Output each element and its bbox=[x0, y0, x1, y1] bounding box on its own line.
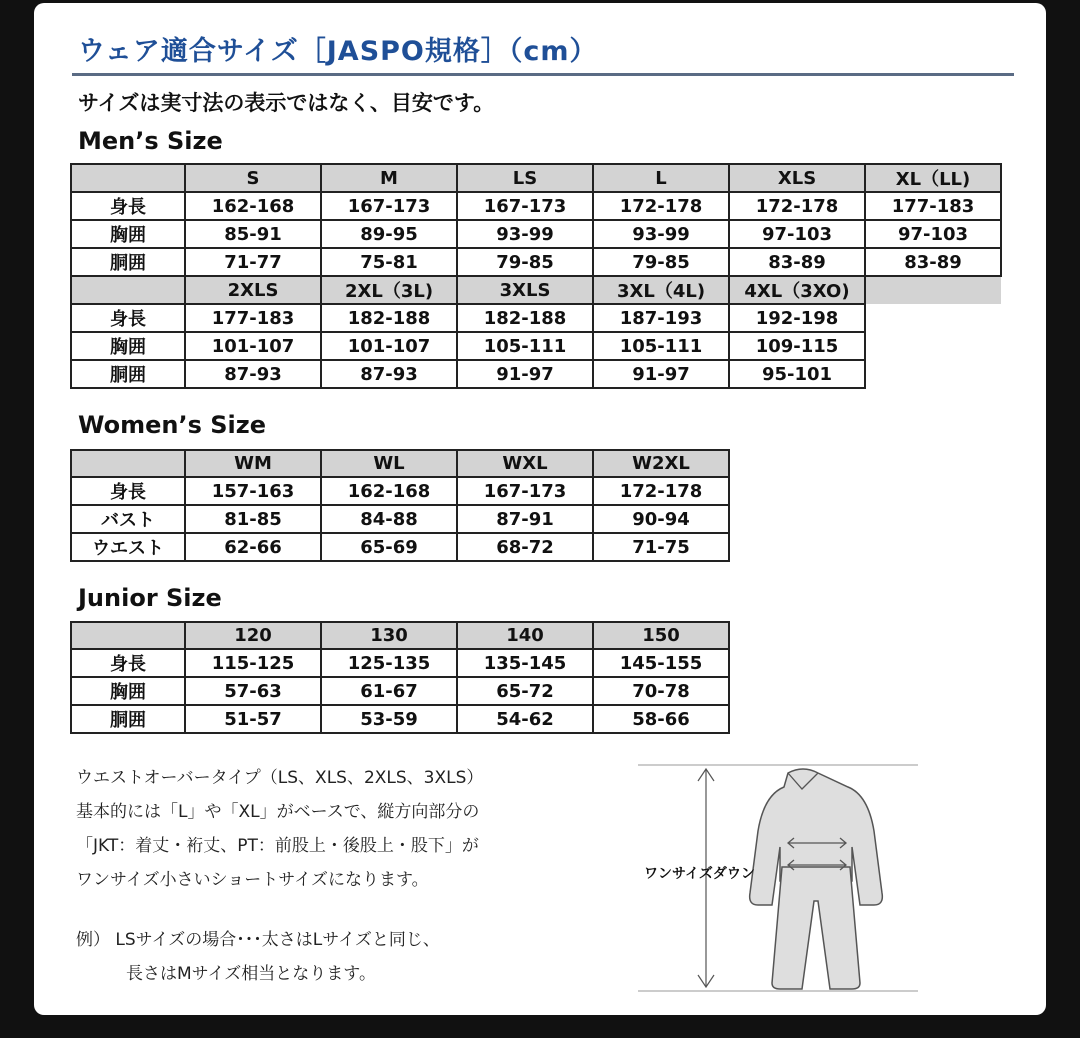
womens-size-table bbox=[70, 449, 730, 562]
row-label: 胴囲 bbox=[71, 248, 185, 276]
header-corner-cell bbox=[71, 276, 185, 304]
table-cell: 61-67 bbox=[321, 677, 457, 705]
table-cell: 172-178 bbox=[593, 477, 729, 505]
table-cell: 83-89 bbox=[865, 248, 1001, 276]
table-cell: 105-111 bbox=[593, 332, 729, 360]
size-header: M bbox=[321, 164, 457, 192]
row-label: 胴囲 bbox=[71, 705, 185, 733]
table-cell: 91-97 bbox=[457, 360, 593, 388]
table-cell: 68-72 bbox=[457, 533, 593, 561]
table-cell: 162-168 bbox=[321, 477, 457, 505]
header-corner-cell bbox=[71, 164, 185, 192]
table-cell: 65-69 bbox=[321, 533, 457, 561]
row-label: 身長 bbox=[71, 477, 185, 505]
table-cell: 87-91 bbox=[457, 505, 593, 533]
table-cell: 87-93 bbox=[321, 360, 457, 388]
row-label: ウエスト bbox=[71, 533, 185, 561]
size-header: WM bbox=[185, 450, 321, 477]
size-header: 2XL（3L) bbox=[321, 276, 457, 304]
junior-size-title: Junior Size bbox=[78, 584, 222, 612]
size-header: 3XL（4L) bbox=[593, 276, 729, 304]
mens-size-title: Men’s Size bbox=[78, 127, 223, 155]
empty-cell bbox=[865, 360, 1001, 388]
table-cell: 101-107 bbox=[321, 332, 457, 360]
example-prefix: 例） bbox=[76, 930, 110, 950]
empty-cell bbox=[865, 276, 1001, 304]
table-cell: 177-183 bbox=[185, 304, 321, 332]
table-cell: 62-66 bbox=[185, 533, 321, 561]
description-line: ワンサイズ小さいショートサイズになります。 bbox=[76, 870, 429, 890]
size-header: 2XLS bbox=[185, 276, 321, 304]
table-cell: 89-95 bbox=[321, 220, 457, 248]
row-label: 胸囲 bbox=[71, 332, 185, 360]
row-label: バスト bbox=[71, 505, 185, 533]
title-divider bbox=[72, 73, 1014, 76]
table-cell: 167-173 bbox=[321, 192, 457, 220]
table-header-row bbox=[71, 164, 1001, 192]
table-row bbox=[71, 477, 729, 505]
table-cell: 71-77 bbox=[185, 248, 321, 276]
example-line-2: 長さはMサイズ相当となります。 bbox=[126, 964, 376, 984]
size-header: 130 bbox=[321, 622, 457, 649]
table-row bbox=[71, 505, 729, 533]
example-note bbox=[76, 923, 440, 991]
table-row bbox=[71, 677, 729, 705]
table-cell: 81-85 bbox=[185, 505, 321, 533]
empty-cell bbox=[865, 304, 1001, 332]
table-cell: 91-97 bbox=[593, 360, 729, 388]
table-cell: 145-155 bbox=[593, 649, 729, 677]
table-cell: 90-94 bbox=[593, 505, 729, 533]
row-label: 胸囲 bbox=[71, 677, 185, 705]
table-cell: 109-115 bbox=[729, 332, 865, 360]
table-cell: 70-78 bbox=[593, 677, 729, 705]
example-text: LSサイズの場合･･･太さはLサイズと同じ、 bbox=[115, 930, 440, 950]
empty-cell bbox=[865, 332, 1001, 360]
table-cell: 97-103 bbox=[865, 220, 1001, 248]
junior-size-table bbox=[70, 621, 730, 734]
womens-size-title: Women’s Size bbox=[78, 411, 266, 439]
table-cell: 192-198 bbox=[729, 304, 865, 332]
table-cell: 85-91 bbox=[185, 220, 321, 248]
size-header: 4XL（3XO) bbox=[729, 276, 865, 304]
table-cell: 84-88 bbox=[321, 505, 457, 533]
size-header: L bbox=[593, 164, 729, 192]
example-line bbox=[76, 923, 440, 957]
table-cell: 167-173 bbox=[457, 477, 593, 505]
table-row bbox=[71, 220, 1001, 248]
table-cell: 157-163 bbox=[185, 477, 321, 505]
table-cell: 51-57 bbox=[185, 705, 321, 733]
table-cell: 187-193 bbox=[593, 304, 729, 332]
header-corner-cell bbox=[71, 450, 185, 477]
table-cell: 83-89 bbox=[729, 248, 865, 276]
table-cell: 101-107 bbox=[185, 332, 321, 360]
waist-over-description bbox=[76, 761, 483, 897]
row-label: 身長 bbox=[71, 649, 185, 677]
row-label: 胴囲 bbox=[71, 360, 185, 388]
table-cell: 172-178 bbox=[593, 192, 729, 220]
table-row bbox=[71, 705, 729, 733]
size-chart-card bbox=[34, 3, 1046, 1015]
table-cell: 53-59 bbox=[321, 705, 457, 733]
table-header-row bbox=[71, 450, 729, 477]
description-line: ウエストオーバータイプ（LS、XLS、2XLS、3XLS） bbox=[76, 768, 484, 788]
one-size-down-label: ワンサイズダウン bbox=[644, 866, 755, 882]
size-header: 150 bbox=[593, 622, 729, 649]
header-corner-cell bbox=[71, 622, 185, 649]
size-header: XLS bbox=[729, 164, 865, 192]
table-cell: 87-93 bbox=[185, 360, 321, 388]
table-cell: 79-85 bbox=[457, 248, 593, 276]
table-row bbox=[71, 192, 1001, 220]
table-cell: 177-183 bbox=[865, 192, 1001, 220]
table-cell: 75-81 bbox=[321, 248, 457, 276]
table-cell: 57-63 bbox=[185, 677, 321, 705]
table-row bbox=[71, 248, 1001, 276]
table-cell: 95-101 bbox=[729, 360, 865, 388]
table-cell: 105-111 bbox=[457, 332, 593, 360]
pants-shape bbox=[772, 867, 860, 989]
table-header-row bbox=[71, 276, 1001, 304]
table-cell: 172-178 bbox=[729, 192, 865, 220]
table-cell: 162-168 bbox=[185, 192, 321, 220]
table-cell: 182-188 bbox=[321, 304, 457, 332]
table-cell: 65-72 bbox=[457, 677, 593, 705]
table-cell: 97-103 bbox=[729, 220, 865, 248]
size-header: 3XLS bbox=[457, 276, 593, 304]
size-header: WXL bbox=[457, 450, 593, 477]
table-cell: 71-75 bbox=[593, 533, 729, 561]
table-cell: 93-99 bbox=[457, 220, 593, 248]
size-note: サイズは実寸法の表示ではなく、目安です。 bbox=[78, 91, 495, 115]
description-line: 「JKT：着丈・裄丈、PT：前股上・後股上・股下」が bbox=[76, 836, 479, 856]
table-cell: 167-173 bbox=[457, 192, 593, 220]
table-cell: 93-99 bbox=[593, 220, 729, 248]
size-header: 140 bbox=[457, 622, 593, 649]
mens-size-table bbox=[70, 163, 1002, 389]
table-cell: 182-188 bbox=[457, 304, 593, 332]
table-cell: 135-145 bbox=[457, 649, 593, 677]
table-row bbox=[71, 360, 1001, 388]
table-cell: 79-85 bbox=[593, 248, 729, 276]
size-header: 120 bbox=[185, 622, 321, 649]
table-row bbox=[71, 649, 729, 677]
row-label: 身長 bbox=[71, 192, 185, 220]
table-row bbox=[71, 533, 729, 561]
row-label: 胸囲 bbox=[71, 220, 185, 248]
table-cell: 125-135 bbox=[321, 649, 457, 677]
page-title: ウェア適合サイズ［JASPO規格］（cm） bbox=[78, 36, 598, 67]
table-row bbox=[71, 304, 1001, 332]
table-row bbox=[71, 332, 1001, 360]
table-header-row bbox=[71, 622, 729, 649]
size-header: WL bbox=[321, 450, 457, 477]
size-header: S bbox=[185, 164, 321, 192]
row-label: 身長 bbox=[71, 304, 185, 332]
size-header: XL（LL) bbox=[865, 164, 1001, 192]
table-cell: 58-66 bbox=[593, 705, 729, 733]
size-header: LS bbox=[457, 164, 593, 192]
table-cell: 115-125 bbox=[185, 649, 321, 677]
description-line: 基本的には「L」や「XL」がベースで、縦方向部分の bbox=[76, 802, 480, 822]
table-cell: 54-62 bbox=[457, 705, 593, 733]
size-header: W2XL bbox=[593, 450, 729, 477]
